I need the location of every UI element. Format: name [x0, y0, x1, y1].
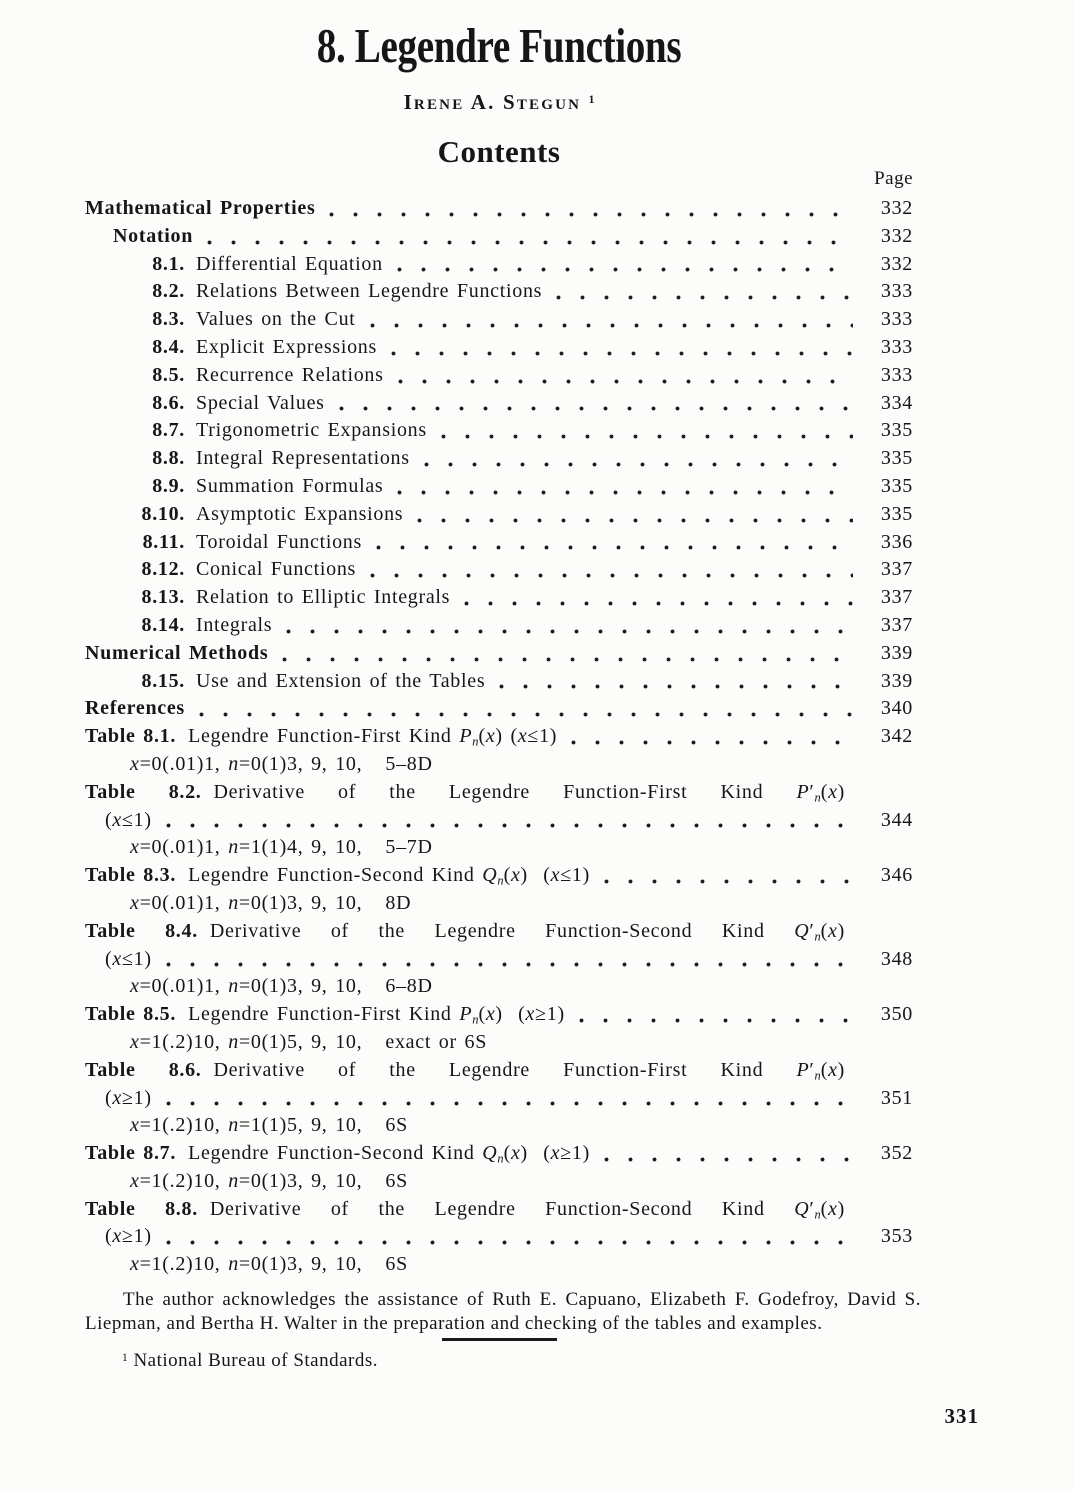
math-variable: x — [130, 752, 140, 775]
toc-entry-number: 8.15. — [141, 669, 185, 692]
math-variable: n — [228, 1114, 239, 1137]
toc-entry-label — [196, 362, 384, 390]
toc-entry-label — [196, 278, 542, 306]
toc-entry — [85, 417, 913, 445]
toc-page-number: 353 — [880, 1225, 913, 1248]
toc-dot-leader — [417, 518, 853, 523]
label-text: ) ( — [520, 864, 551, 887]
footnote-text: National Bureau of Standards. — [133, 1350, 379, 1372]
toc-entry-label — [196, 445, 410, 473]
label-text: ( — [503, 864, 511, 887]
toc-entry — [85, 445, 913, 473]
footnote-marker: 1 — [122, 1351, 129, 1364]
label-text: ≤1) — [560, 864, 590, 887]
toc-entry-label — [130, 973, 433, 1001]
toc-entry — [85, 640, 913, 668]
math-variable: x — [485, 725, 496, 748]
label-text: ≤1) — [121, 947, 152, 970]
toc-entry — [85, 195, 913, 223]
label-text: Legendre Function-First Kind — [188, 1003, 460, 1026]
math-variable: x — [130, 1253, 140, 1276]
toc-dot-leader — [370, 323, 853, 328]
toc-entry-label — [105, 807, 152, 835]
label-text: =0(1)3, 9, 10, 6S — [238, 1253, 408, 1276]
toc-dot-leader — [579, 1018, 853, 1023]
label-text: Derivative of the Legendre Function-Second Kind — [209, 1197, 795, 1220]
toc-entry-label — [130, 1112, 408, 1140]
toc-entry — [85, 946, 913, 974]
label-text: =0(1)3, 9, 10, 6–8D — [238, 975, 433, 998]
toc-entry — [85, 1140, 913, 1168]
math-variable: x — [510, 1142, 521, 1165]
math-variable: n — [228, 891, 239, 914]
label-text: Conical Functions — [196, 558, 357, 581]
label-text: Legendre Function-Second Kind — [188, 864, 483, 887]
toc-dot-leader — [376, 545, 853, 550]
math-subscript: n — [497, 1151, 504, 1166]
label-text: ) — [837, 1197, 845, 1220]
label-text: ( — [820, 919, 829, 942]
math-variable: x — [828, 780, 838, 803]
math-subscript: n — [814, 1068, 821, 1083]
toc-dot-leader — [286, 629, 853, 634]
label-text: =1(1)4, 9, 10, 5–7D — [238, 836, 433, 859]
label-text: ≥1) — [560, 1142, 590, 1165]
toc-entry — [85, 862, 913, 890]
math-variable: x — [130, 891, 140, 914]
label-text: =0(.01)1, — [139, 891, 229, 914]
label-text: ) ( — [495, 1003, 526, 1026]
table-of-contents — [85, 195, 913, 1279]
label-text: Toroidal Functions — [196, 530, 362, 553]
toc-dot-leader — [391, 351, 853, 356]
label-text: Numerical Methods — [85, 641, 269, 664]
label-text: Differential Equation — [196, 252, 383, 275]
label-text: Trigonometric Expansions — [196, 419, 427, 442]
label-text: ( — [503, 1142, 511, 1165]
author-name: Irene A. Stegun — [403, 90, 582, 114]
toc-dot-leader — [199, 712, 853, 717]
toc-entry-number: Table 8.2. — [85, 780, 202, 803]
toc-dot-leader — [166, 823, 853, 828]
math-variable: x — [828, 919, 838, 942]
label-text: ( — [105, 947, 113, 970]
toc-page-number: 337 — [880, 586, 913, 609]
math-variable: x — [130, 1169, 140, 1192]
label-text: ( — [820, 1197, 829, 1220]
toc-page-number: 351 — [880, 1086, 913, 1109]
label-text: ≤1) — [527, 725, 558, 748]
label-text: ≥1) — [535, 1003, 565, 1026]
toc-entry-label — [196, 306, 356, 334]
toc-entry-label — [85, 195, 315, 223]
label-text: =0(.01)1, — [139, 836, 229, 859]
toc-page-number: 344 — [880, 808, 913, 831]
toc-entry — [85, 751, 913, 779]
toc-entry — [85, 473, 913, 501]
toc-entry-label — [196, 668, 485, 696]
toc-dot-leader — [464, 601, 853, 606]
label-text: =1(.2)10, — [139, 1253, 229, 1276]
toc-entry-label — [210, 1198, 845, 1220]
label-text: Integrals — [196, 613, 273, 636]
toc-dot-leader — [329, 212, 853, 217]
toc-entry-label — [196, 529, 362, 557]
toc-entry — [85, 668, 913, 696]
math-variable: x — [112, 1086, 122, 1109]
math-variable: n — [228, 1169, 239, 1192]
toc-entry — [85, 584, 913, 612]
label-text: ( — [820, 780, 829, 803]
toc-entry-number: 8.6. — [152, 391, 185, 414]
math-variable: x — [130, 836, 140, 859]
math-variable: n — [228, 1030, 239, 1053]
label-text: Notation — [113, 224, 194, 247]
toc-dot-leader — [499, 684, 853, 689]
toc-entry-number: 8.14. — [141, 613, 185, 636]
math-variable: x — [485, 1003, 496, 1026]
toc-page-number: 332 — [880, 224, 913, 247]
toc-entry-label — [105, 946, 152, 974]
label-text: =1(1)5, 9, 10, 6S — [238, 1114, 408, 1137]
toc-page-number: 333 — [880, 280, 913, 303]
toc-dot-leader — [398, 379, 853, 384]
toc-dot-leader — [604, 1157, 853, 1162]
toc-entry-label — [196, 612, 272, 640]
math-variable: x — [550, 864, 561, 887]
toc-entry — [85, 723, 913, 751]
toc-page-number: 333 — [880, 363, 913, 386]
label-text: =0(.01)1, — [139, 975, 229, 998]
math-variable: x — [517, 725, 528, 748]
toc-dot-leader — [441, 434, 853, 439]
toc-entry-label — [214, 781, 846, 803]
toc-entry-label — [130, 751, 433, 779]
math-subscript: n — [814, 929, 821, 944]
toc-page-number: 352 — [880, 1142, 913, 1165]
toc-entry-label — [130, 1251, 408, 1279]
toc-entry — [85, 306, 913, 334]
label-text: Asymptotic Expansions — [196, 502, 404, 525]
toc-entry — [85, 973, 913, 1001]
math-subscript: n — [472, 734, 479, 749]
toc-entry-label — [113, 223, 193, 251]
toc-dot-leader — [397, 267, 853, 272]
math-variable: x — [828, 1197, 838, 1220]
math-variable: P — [459, 725, 473, 748]
toc-entry-label — [130, 1029, 487, 1057]
toc-entry — [85, 251, 913, 279]
toc-entry-number: Table 8.1. — [85, 725, 177, 748]
label-text: =0(1)3, 9, 10, 5–8D — [238, 752, 433, 775]
toc-entry — [85, 1223, 913, 1251]
toc-entry-label — [196, 390, 325, 418]
toc-page-number: 346 — [880, 864, 913, 887]
author-line — [85, 90, 913, 114]
toc-page-number: 333 — [880, 308, 913, 331]
toc-entry-label — [188, 1140, 590, 1168]
toc-entry-label — [188, 862, 590, 890]
math-variable: Q — [482, 864, 498, 887]
label-text: =1(.2)10, — [139, 1169, 229, 1192]
label-text: =0(1)3, 9, 10, 6S — [238, 1169, 408, 1192]
math-variable: P — [796, 780, 810, 803]
label-text: References — [85, 697, 185, 720]
toc-entry — [85, 362, 913, 390]
label-text: ′ — [809, 1197, 815, 1220]
label-text: Relation to Elliptic Integrals — [196, 586, 451, 609]
toc-entry-label — [196, 501, 403, 529]
math-variable: x — [130, 975, 140, 998]
toc-entry — [85, 501, 913, 529]
label-text: =0(1)3, 9, 10, 8D — [238, 891, 412, 914]
math-variable: P — [459, 1003, 473, 1026]
toc-dot-leader — [207, 240, 853, 245]
label-text: ( — [478, 725, 486, 748]
toc-page-number: 335 — [880, 447, 913, 470]
label-text: Relations Between Legendre Functions — [196, 280, 543, 303]
toc-entry — [85, 556, 913, 584]
author-footnote-mark: 1 — [588, 94, 595, 107]
toc-page-number: 337 — [880, 558, 913, 581]
toc-entry — [85, 278, 913, 306]
toc-entry-label — [85, 640, 268, 668]
toc-entry — [85, 779, 913, 807]
label-text: Legendre Function-First Kind — [188, 725, 460, 748]
label-text: ′ — [809, 780, 815, 803]
toc-entry-label — [196, 417, 427, 445]
toc-entry-label — [196, 473, 383, 501]
toc-dot-leader — [424, 462, 853, 467]
label-text: ) ( — [520, 1142, 551, 1165]
toc-entry-number: 8.1. — [152, 252, 185, 275]
label-text: Recurrence Relations — [196, 363, 384, 386]
toc-entry-label — [196, 334, 377, 362]
content-column — [85, 18, 921, 1372]
toc-page-number: 342 — [880, 725, 913, 748]
math-variable: Q — [794, 1197, 810, 1220]
toc-entry — [85, 834, 913, 862]
toc-entry-label — [196, 251, 383, 279]
label-text: Derivative of the Legendre Function-Second Kind — [209, 919, 795, 942]
toc-dot-leader — [166, 962, 853, 967]
math-variable: x — [112, 947, 122, 970]
math-variable: x — [112, 808, 122, 831]
toc-entry — [85, 1168, 913, 1196]
toc-entry-number: 8.4. — [152, 335, 185, 358]
toc-page-number: 335 — [880, 419, 913, 442]
toc-entry-number: Table 8.3. — [85, 864, 177, 887]
math-subscript: n — [814, 1207, 821, 1222]
toc-entry — [85, 807, 913, 835]
label-text: =1(.2)10, — [139, 1030, 229, 1053]
toc-entry-number: 8.13. — [141, 586, 185, 609]
toc-page-number: 335 — [880, 502, 913, 525]
toc-dot-leader — [339, 406, 853, 411]
label-text: Summation Formulas — [196, 474, 384, 497]
math-variable: n — [228, 1253, 239, 1276]
toc-entry-label — [85, 695, 185, 723]
math-variable: x — [525, 1003, 536, 1026]
toc-entry — [85, 918, 913, 946]
toc-entry-number: 8.3. — [152, 308, 185, 331]
toc-entry — [85, 529, 913, 557]
toc-entry-number: Table 8.8. — [85, 1197, 198, 1220]
footnote — [85, 1349, 913, 1372]
label-text: ( — [820, 1058, 829, 1081]
toc-page-number: 337 — [880, 613, 913, 636]
toc-dot-leader — [604, 879, 853, 884]
toc-entry-label — [188, 723, 557, 751]
math-variable: n — [228, 752, 239, 775]
math-subscript: n — [472, 1012, 479, 1027]
math-variable: x — [510, 864, 521, 887]
toc-dot-leader — [166, 1101, 853, 1106]
label-text: Derivative of the Legendre Function-First Kind — [213, 780, 797, 803]
toc-dot-leader — [571, 740, 853, 745]
label-text: Use and Extension of the Tables — [196, 669, 486, 692]
toc-entry-number: 8.5. — [152, 363, 185, 386]
acknowledgment-paragraph: The author acknowledges the assistance of Ruth E. Capuano, Elizabeth F. Godefroy, David S. Liepman, and Bertha H. Walter in the preparation and checking of the tables and examples. — [85, 1289, 921, 1334]
toc-dot-leader — [556, 295, 853, 300]
toc-entry — [85, 1029, 913, 1057]
toc-entry-label — [196, 584, 450, 612]
math-subscript: n — [497, 873, 504, 888]
toc-entry-label — [130, 834, 433, 862]
toc-entry-number: Table 8.6. — [85, 1058, 202, 1081]
label-text: =0(.01)1, — [139, 752, 229, 775]
toc-entry-number: Table 8.5. — [85, 1003, 177, 1026]
label-text: Mathematical Properties — [85, 197, 316, 219]
toc-entry-label — [214, 1059, 846, 1081]
toc-entry-number: 8.11. — [142, 530, 185, 553]
toc-entry — [85, 1057, 913, 1085]
toc-entry — [85, 1001, 913, 1029]
toc-entry-number: 8.8. — [152, 447, 185, 470]
math-subscript: n — [814, 790, 821, 805]
contents-heading: Contents — [437, 134, 561, 169]
toc-entry-label — [210, 920, 845, 942]
toc-dot-leader — [397, 490, 853, 495]
label-text: ≥1) — [121, 1225, 152, 1248]
toc-entry-number: 8.10. — [141, 502, 185, 525]
toc-entry-number: 8.9. — [152, 474, 185, 497]
toc-page-number: 350 — [880, 1003, 913, 1026]
toc-page-number: 334 — [880, 391, 913, 414]
label-text: ′ — [809, 1058, 815, 1081]
toc-entry-number: Table 8.7. — [85, 1142, 177, 1165]
label-text: ( — [105, 1086, 113, 1109]
label-text: ( — [478, 1003, 486, 1026]
footnote-rule — [442, 1338, 557, 1341]
label-text: ) — [837, 919, 845, 942]
label-text: ) — [837, 780, 846, 803]
math-variable: P — [796, 1058, 810, 1081]
label-text: Values on the Cut — [196, 308, 356, 331]
toc-entry — [85, 1196, 913, 1224]
label-text: Explicit Expressions — [196, 335, 377, 358]
math-variable: n — [228, 975, 239, 998]
math-variable: x — [828, 1058, 838, 1081]
toc-entry-label — [196, 556, 356, 584]
math-variable: x — [550, 1142, 561, 1165]
toc-page-number: 332 — [880, 197, 913, 219]
label-text: ( — [105, 1225, 113, 1248]
label-text: ) — [837, 1058, 846, 1081]
toc-entry — [85, 223, 913, 251]
math-variable: n — [228, 836, 239, 859]
label-text: Integral Representations — [196, 447, 410, 470]
toc-entry-number: 8.7. — [152, 419, 185, 442]
toc-entry-label — [130, 1168, 408, 1196]
toc-entry-number: Table 8.4. — [85, 919, 198, 942]
label-text: Special Values — [196, 391, 325, 414]
toc-page-number: 336 — [880, 530, 913, 553]
toc-page-number: 335 — [880, 474, 913, 497]
math-variable: Q — [482, 1142, 498, 1165]
toc-dot-leader — [370, 573, 853, 578]
toc-page-number: 333 — [880, 335, 913, 358]
label-text: Legendre Function-Second Kind — [188, 1142, 483, 1165]
toc-entry-label — [105, 1085, 152, 1113]
label-text: ( — [105, 808, 113, 831]
toc-page-number: 339 — [880, 669, 913, 692]
toc-entry — [85, 612, 913, 640]
toc-entry — [85, 1112, 913, 1140]
toc-entry — [85, 1085, 913, 1113]
math-variable: x — [130, 1114, 140, 1137]
toc-page-number: 332 — [880, 252, 913, 275]
toc-dot-leader — [282, 657, 853, 662]
label-text: ) ( — [495, 725, 518, 748]
toc-entry-label — [105, 1223, 152, 1251]
label-text: ≥1) — [121, 1086, 152, 1109]
chapter-title: 8. Legendre Functions — [316, 18, 682, 73]
toc-entry-number: 8.12. — [141, 558, 185, 581]
math-variable: Q — [794, 919, 810, 942]
toc-entry-label — [188, 1001, 565, 1029]
toc-entry — [85, 890, 913, 918]
toc-dot-leader — [166, 1240, 853, 1245]
toc-page-number: 348 — [880, 947, 913, 970]
toc-entry — [85, 695, 913, 723]
toc-page-number: 339 — [880, 641, 913, 664]
label-text: =0(1)5, 9, 10, exact or 6S — [238, 1030, 488, 1053]
label-text: ′ — [809, 919, 815, 942]
math-variable: x — [130, 1030, 140, 1053]
label-text: Derivative of the Legendre Function-First Kind — [213, 1058, 797, 1081]
toc-page-number: 340 — [880, 697, 913, 720]
label-text: =1(.2)10, — [139, 1114, 229, 1137]
toc-entry — [85, 1251, 913, 1279]
toc-entry — [85, 390, 913, 418]
math-variable: x — [112, 1225, 122, 1248]
page-number: 331 — [944, 1404, 979, 1428]
toc-entry — [85, 334, 913, 362]
page-column-label: Page — [874, 168, 913, 189]
label-text: ≤1) — [121, 808, 152, 831]
toc-entry-number: 8.2. — [152, 280, 185, 303]
toc-entry-label — [130, 890, 411, 918]
